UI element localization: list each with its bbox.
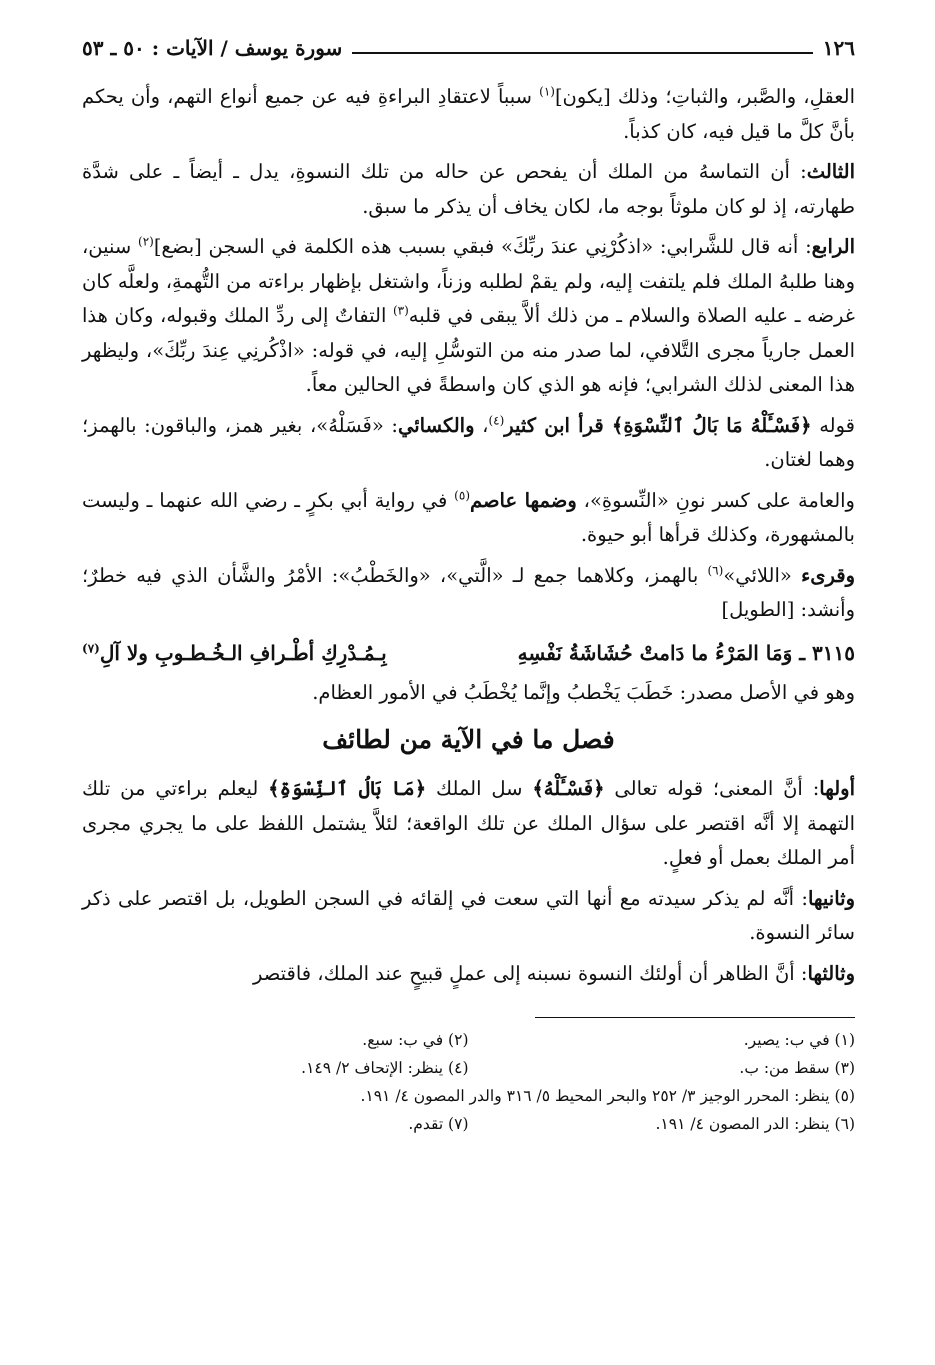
paragraph-text: : أنَّ المعنى؛ قوله تعالى xyxy=(604,777,820,800)
footnote-marker: (٤) xyxy=(488,413,505,427)
paragraph-text: سبباً لاعتقادِ البراءةِ فيه عن جميع أنواع التهم، وأن يحكم بأنَّ كلَّ ما قيل فيه، كان كذباً. xyxy=(82,85,855,143)
reader-name: قرأ ابن كثير xyxy=(504,413,612,437)
footnote-7: (٧) تقدم. xyxy=(408,1115,469,1133)
poem-first-hemistich: ٣١١٥ ـ وَمَا المَرْءُ ما دَامتْ حُشَاشَةُ نَفْسِهِ xyxy=(517,640,855,665)
page-body xyxy=(82,80,855,991)
reader-name: والكسائي xyxy=(397,413,475,437)
paragraph-reading-niswa xyxy=(82,484,855,553)
quran-verse: ﴿فَسْـَٔلْهُ﴾ xyxy=(532,777,605,800)
paragraph-text: بالهمز، وكلاهما جمع لـ «الَّتي»، «والخَطْبُ»: الأمْرُ والشَّأن الذي فيه خطرٌ؛ وأنشد: [الطويل] xyxy=(82,563,855,621)
paragraph-text: التفاتٌ إلى ردِّ الملك وقبوله، وكان هذا العمل جارياً مجرى التَّلافي، لما صدر منه من التوسُّلِ إليه، في قوله: «اذْكُرنِي عِندَ ربِّكَ»، وليظهر هذا المعنى لذلك الشرابي؛ فإنه هو الذي كان واسطةً في الحالين معاً. xyxy=(82,304,855,396)
paragraph-text: : أنَّ الظاهر أن أولئك النسوة نسبنه إلى عملٍ قبيحٍ عند الملك، فاقتصر xyxy=(252,961,808,985)
paragraph-khatb xyxy=(82,676,855,711)
paragraph-text: والعامة على كسر نونِ «النِّسوةِ»، xyxy=(576,488,855,512)
paragraph-text: ليعلم براءتي من تلك التهمة إلا أنَّه اقتصر على سؤال الملك عن تلك الواقعة؛ لئلاَّ يشتمل اللفظ على ما يجري مجرى أمر الملك بعمل أو فعلٍ. xyxy=(82,777,855,869)
footnote-2: (٢) في ب: سبع. xyxy=(362,1031,469,1049)
paragraph-label: وثانيها xyxy=(807,886,855,910)
paragraph-label: الثالث xyxy=(806,160,855,183)
page-number: ١٢٦ xyxy=(822,36,855,60)
footnote-5: (٥) ينظر: المحرر الوجيز ٣/ ٢٥٢ والبحر المحيط ٥/ ٣١٦ والدر المصون ٤/ ١٩١. xyxy=(360,1087,855,1105)
running-title: سورة يوسف / الآيات : ٥٠ ـ ٥٣ xyxy=(82,36,343,60)
paragraph-fourth xyxy=(82,230,855,403)
footnote-1: (١) في ب: يصير. xyxy=(743,1031,855,1049)
footnote-3: (٣) سقط من: ب. xyxy=(739,1059,855,1077)
footnote-separator xyxy=(535,1017,855,1018)
paragraph-label: أولها xyxy=(819,777,855,800)
paragraph-text: سل الملك xyxy=(426,777,533,800)
paragraph-1 xyxy=(82,80,855,149)
paragraph-text: «اللائي» xyxy=(723,563,802,587)
footnote-marker: (٧) xyxy=(82,640,100,655)
paragraph-text: : «فَسَلْهُ»، بغير همز، والباقون: بالهمز؛ وهما لغتان. xyxy=(82,413,855,471)
paragraph-text: : أنَّه لم يذكر سيدته مع أنها التي سعت في إلقائه في السجن الطويل، بل اقتصر على ذكر سائر النسوة. xyxy=(82,886,855,944)
poem-verse xyxy=(82,634,855,672)
footnote-row xyxy=(82,1082,855,1110)
footnote-marker: (٦) xyxy=(707,563,724,577)
paragraph-label: وقرىء xyxy=(801,563,856,587)
header-rule xyxy=(352,52,812,54)
poem-second-hemistich xyxy=(82,634,387,672)
footnote-marker: (١) xyxy=(539,84,555,99)
footnotes xyxy=(82,1026,855,1138)
paragraph-text: في رواية أبي بكرٍ ـ رضي الله عنهما ـ وليست بالمشهورة، وكذلك قرأها أبو حيوة. xyxy=(82,488,855,546)
paragraph-text: : أن التماسهُ من الملك أن يفحص عن حاله من تلك النسوةِ، يدل ـ أيضاً ـ على شدَّة طهارته، إذ لو كان ملوثاً بوجه ما، لكان يخاف أن يذكر ما سبق. xyxy=(82,160,855,218)
paragraph-first-subtlety xyxy=(82,772,855,876)
paragraph-second-subtlety xyxy=(82,882,855,951)
paragraph-text: قوله xyxy=(811,413,855,437)
paragraph-reading-allai xyxy=(82,559,855,628)
paragraph-text: : أنه قال للشَّرابي: «اذكُرْنِي عندَ ربِّكَ» فبقي بسبب هذه الكلمة في السجن [بضع] xyxy=(153,235,812,258)
paragraph-text: سنين، وهنا طلبهُ الملك فلم يلتفت إليه، ولم يقمْ لطلبه وزناً، واشتغل بإظهار براءته من التُّهمةِ، ولعلَّه كان غرضه ـ عليه الصلاة والسلام ـ من ذلك ألاَّ يبقى في قلبه xyxy=(82,235,855,327)
paragraph-label: وثالثها xyxy=(807,961,855,985)
paragraph-text: العقلِ، والصَّبر، والثباتِ؛ وذلك [يكون] xyxy=(554,85,855,108)
paragraph-third xyxy=(82,155,855,224)
paragraph-reading-fasalhu xyxy=(82,409,855,478)
footnote-6: (٦) ينظر: الدر المصون ٤/ ١٩١. xyxy=(655,1115,855,1133)
quran-verse: ﴿مَا بَالُ ٱلنِّسْوَةِ﴾ xyxy=(268,777,427,800)
paragraph-text: ، xyxy=(474,413,489,437)
footnote-row xyxy=(82,1026,855,1054)
paragraph-third-subtlety xyxy=(82,957,855,992)
footnote-marker: (٥) xyxy=(454,488,470,502)
poem-second-text: بِـمُـدْرِكِ أطْـرافِ الـخُـطـوبِ ولا آلِ xyxy=(99,640,387,665)
footnote-marker: (٣) xyxy=(392,303,409,318)
footnote-row xyxy=(82,1054,855,1082)
quran-verse: ﴿فَسْـَٔلْهُ مَا بَالُ ٱلنِّسْوَةِ﴾ xyxy=(611,413,812,437)
section-heading: فصل ما في الآية من لطائف xyxy=(322,725,615,754)
paragraph-text: وهو في الأصل مصدر: خَطَبَ يَخْطبُ وإنَّما يُخْطَبُ في الأمور العظام. xyxy=(312,680,855,704)
footnote-row xyxy=(82,1110,855,1138)
reader-name: وضمها عاصم xyxy=(470,488,577,512)
footnote-marker: (٢) xyxy=(138,234,154,249)
footnote-4: (٤) ينظر: الإتحاف ٢/ ١٤٩. xyxy=(301,1059,469,1077)
paragraph-label: الرابع xyxy=(811,235,855,258)
page-header xyxy=(82,30,855,60)
